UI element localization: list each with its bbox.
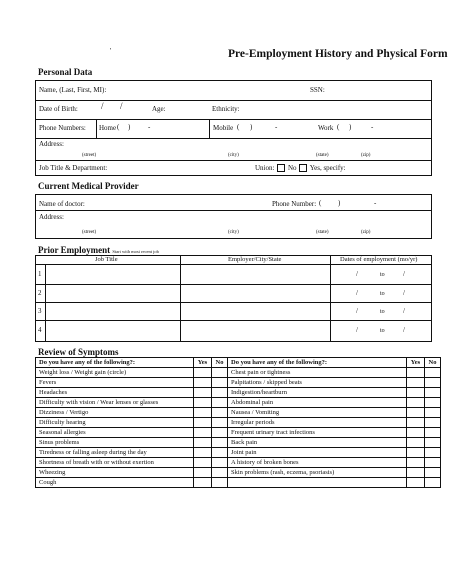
symptom-label: Difficulty with vision / Wear lenses or glasses bbox=[36, 398, 194, 408]
yes-cell[interactable] bbox=[407, 418, 425, 428]
symptom-label: A history of broken bones bbox=[228, 458, 407, 468]
no-cell[interactable] bbox=[425, 368, 441, 378]
yes-cell[interactable] bbox=[407, 438, 425, 448]
table-row bbox=[36, 418, 441, 428]
job-title-header: Job Title bbox=[95, 256, 118, 263]
yes-cell[interactable] bbox=[194, 368, 212, 378]
yes-cell[interactable] bbox=[194, 428, 212, 438]
yes-cell[interactable] bbox=[407, 368, 425, 378]
employer-input[interactable] bbox=[183, 286, 328, 300]
no-cell[interactable] bbox=[212, 388, 228, 398]
address-state-caption: (state) bbox=[316, 153, 329, 158]
union-label bbox=[255, 164, 346, 172]
no-cell[interactable] bbox=[212, 368, 228, 378]
mobile-paren-open: ( bbox=[237, 123, 240, 131]
symptom-label: Nausea / Vomiting bbox=[228, 408, 407, 418]
yes-header: Yes bbox=[194, 358, 212, 368]
home-label: Home bbox=[99, 124, 117, 132]
home-dash: - bbox=[148, 123, 151, 131]
no-cell[interactable] bbox=[212, 478, 228, 488]
doctor-name-field[interactable] bbox=[98, 199, 266, 209]
symptom-label: Indigestion/heartburn bbox=[228, 388, 407, 398]
union-label-text: Union: bbox=[255, 164, 275, 172]
yes-header: Yes bbox=[407, 358, 425, 368]
symptom-label: Palpitations / skipped beats bbox=[228, 378, 407, 388]
symptom-label: Cough bbox=[36, 478, 194, 488]
table-row bbox=[36, 368, 441, 378]
mobile-dash: - bbox=[275, 123, 278, 131]
yes-cell[interactable] bbox=[194, 468, 212, 478]
doctor-name-label: Name of doctor: bbox=[39, 200, 85, 208]
yes-cell[interactable] bbox=[194, 388, 212, 398]
employer-input[interactable] bbox=[183, 322, 328, 340]
address-label: Address: bbox=[39, 140, 64, 148]
yes-cell[interactable] bbox=[194, 458, 212, 468]
employment-row-number: 3 bbox=[38, 307, 42, 315]
table-row bbox=[36, 458, 441, 468]
dates-slash: / bbox=[356, 270, 358, 278]
yes-cell[interactable] bbox=[407, 428, 425, 438]
yes-cell[interactable] bbox=[194, 378, 212, 388]
dates-slash: / bbox=[403, 289, 405, 297]
work-paren-open: ( bbox=[337, 123, 340, 131]
symptom-label: Chest pain or tightness bbox=[228, 368, 407, 378]
dob-label: Date of Birth: bbox=[39, 105, 78, 113]
ssn-field[interactable] bbox=[330, 85, 428, 95]
job-title-input[interactable] bbox=[48, 304, 178, 318]
dates-slash: / bbox=[356, 307, 358, 315]
mobile-paren-close: ) bbox=[250, 123, 253, 131]
table-row bbox=[36, 478, 441, 488]
symptoms-question-header: Do you have any of the following?: bbox=[36, 358, 194, 368]
yes-cell[interactable] bbox=[194, 478, 212, 488]
job-title-input[interactable] bbox=[48, 266, 178, 282]
no-cell[interactable] bbox=[212, 378, 228, 388]
dates-slash: / bbox=[403, 270, 405, 278]
yes-cell[interactable] bbox=[194, 418, 212, 428]
union-yes-label: Yes, specify: bbox=[309, 164, 346, 172]
doctor-state-caption: (state) bbox=[316, 230, 329, 235]
yes-cell[interactable] bbox=[407, 388, 425, 398]
dates-slash: / bbox=[356, 326, 358, 334]
symptom-label: Difficulty hearing bbox=[36, 418, 194, 428]
home-paren-open: ( bbox=[117, 123, 120, 131]
yes-cell[interactable] bbox=[407, 468, 425, 478]
work-paren-close: ) bbox=[349, 123, 352, 131]
ssn-label: SSN: bbox=[310, 86, 325, 94]
name-field[interactable] bbox=[122, 85, 302, 95]
yes-cell[interactable] bbox=[407, 478, 425, 488]
doctor-phone-paren-close: ) bbox=[338, 199, 341, 207]
employment-row-number: 1 bbox=[38, 270, 42, 278]
symptom-label bbox=[228, 478, 407, 488]
symptom-label: Dizziness / Vertigo bbox=[36, 408, 194, 418]
no-cell[interactable] bbox=[425, 418, 441, 428]
symptom-label: Tiredness or falling asleep during the day bbox=[36, 448, 194, 458]
no-cell[interactable] bbox=[425, 468, 441, 478]
yes-cell[interactable] bbox=[194, 448, 212, 458]
yes-cell[interactable] bbox=[194, 438, 212, 448]
doctor-phone-label: Phone Number: bbox=[272, 200, 317, 208]
age-label: Age: bbox=[152, 105, 166, 113]
no-cell[interactable] bbox=[212, 448, 228, 458]
no-cell[interactable] bbox=[212, 468, 228, 478]
no-cell[interactable] bbox=[212, 408, 228, 418]
no-cell[interactable] bbox=[212, 458, 228, 468]
symptom-label: Fevers bbox=[36, 378, 194, 388]
header-mark: ' bbox=[110, 47, 112, 55]
home-paren-close: ) bbox=[128, 123, 131, 131]
dates-slash: / bbox=[356, 289, 358, 297]
table-row bbox=[36, 448, 441, 458]
yes-cell[interactable] bbox=[194, 398, 212, 408]
employment-row-number: 2 bbox=[38, 289, 42, 297]
symptom-label: Frequent urinary tract infections bbox=[228, 428, 407, 438]
ethnicity-label: Ethnicity: bbox=[212, 105, 240, 113]
symptom-label: Headaches bbox=[36, 388, 194, 398]
no-cell[interactable] bbox=[425, 398, 441, 408]
union-yes-checkbox[interactable] bbox=[299, 164, 307, 172]
symptom-label: Abdominal pain bbox=[228, 398, 407, 408]
no-cell[interactable] bbox=[425, 478, 441, 488]
symptoms-heading: Review of Symptoms bbox=[38, 347, 119, 357]
dob-slash-1: / bbox=[101, 101, 104, 111]
doctor-phone-dash: - bbox=[374, 199, 377, 207]
symptom-label: Weight loss / Weight gain (circle) bbox=[36, 368, 194, 378]
no-cell[interactable] bbox=[425, 378, 441, 388]
medical-provider-heading: Current Medical Provider bbox=[38, 181, 139, 191]
table-row bbox=[36, 398, 441, 408]
symptom-label: Seasonal allergies bbox=[36, 428, 194, 438]
dates-to-label: to bbox=[380, 328, 385, 334]
name-label: Name, (Last, First, MI): bbox=[39, 86, 107, 94]
prior-employment-note: Start with most recent job bbox=[112, 249, 159, 254]
symptom-label: Back pain bbox=[228, 438, 407, 448]
phone-numbers-label: Phone Numbers: bbox=[39, 124, 86, 132]
no-cell[interactable] bbox=[212, 428, 228, 438]
doctor-city-caption: (city) bbox=[228, 230, 239, 235]
no-header: No bbox=[212, 358, 228, 368]
symptom-label: Irregular periods bbox=[228, 418, 407, 428]
job-title-input[interactable] bbox=[48, 286, 178, 300]
symptom-label: Sinus problems bbox=[36, 438, 194, 448]
table-row bbox=[36, 428, 441, 438]
doctor-street-caption: (street) bbox=[82, 230, 97, 235]
yes-cell[interactable] bbox=[194, 408, 212, 418]
symptom-label: Wheezing bbox=[36, 468, 194, 478]
personal-data-heading: Personal Data bbox=[38, 67, 93, 77]
no-cell[interactable] bbox=[425, 388, 441, 398]
dates-header: Dates of employment (mo/yr) bbox=[340, 256, 418, 263]
no-header: No bbox=[425, 358, 441, 368]
employer-header: Employer/City/State bbox=[228, 256, 282, 263]
home-phone-field[interactable] bbox=[120, 122, 204, 134]
table-row bbox=[36, 378, 441, 388]
yes-cell[interactable] bbox=[407, 398, 425, 408]
dates-slash: / bbox=[403, 307, 405, 315]
employment-row-number: 4 bbox=[38, 326, 42, 334]
work-label: Work bbox=[318, 124, 334, 132]
symptoms-question-header: Do you have any of the following?: bbox=[228, 358, 407, 368]
no-cell[interactable] bbox=[425, 428, 441, 438]
table-row bbox=[36, 438, 441, 448]
job-title-input[interactable] bbox=[48, 322, 178, 340]
mobile-phone-field[interactable] bbox=[240, 122, 314, 134]
yes-cell[interactable] bbox=[407, 408, 425, 418]
doctor-address-field[interactable] bbox=[72, 212, 428, 222]
address-city-caption: (city) bbox=[228, 153, 239, 158]
doctor-phone-field[interactable] bbox=[322, 198, 428, 208]
ethnicity-field[interactable] bbox=[245, 104, 428, 114]
symptom-label: Skin problems (rash, eczema, psoriasis) bbox=[228, 468, 407, 478]
union-no-label: No bbox=[287, 164, 297, 172]
no-cell[interactable] bbox=[425, 448, 441, 458]
symptoms-table bbox=[35, 357, 441, 488]
employer-input[interactable] bbox=[183, 304, 328, 318]
symptom-label: Shortness of breath with or without exertion bbox=[36, 458, 194, 468]
symptom-label: Joint pain bbox=[228, 448, 407, 458]
mobile-label: Mobile bbox=[213, 124, 234, 132]
dob-slash-2: / bbox=[120, 101, 123, 111]
no-cell[interactable] bbox=[425, 458, 441, 468]
no-cell[interactable] bbox=[425, 438, 441, 448]
dates-to-label: to bbox=[380, 291, 385, 297]
no-cell[interactable] bbox=[212, 438, 228, 448]
no-cell[interactable] bbox=[425, 408, 441, 418]
yes-cell[interactable] bbox=[407, 458, 425, 468]
job-title-label: Job Title & Department: bbox=[39, 164, 108, 172]
yes-cell[interactable] bbox=[407, 448, 425, 458]
yes-cell[interactable] bbox=[407, 378, 425, 388]
work-dash: - bbox=[371, 123, 374, 131]
age-field[interactable] bbox=[168, 104, 208, 114]
job-title-field[interactable] bbox=[118, 163, 250, 173]
work-phone-field[interactable] bbox=[340, 122, 428, 134]
dates-to-label: to bbox=[380, 272, 385, 278]
prior-employment-title: Prior Employment bbox=[38, 245, 111, 255]
no-cell[interactable] bbox=[212, 398, 228, 408]
address-field[interactable] bbox=[72, 140, 428, 150]
dob-field[interactable] bbox=[82, 101, 146, 114]
address-zip-caption: (zip) bbox=[361, 153, 371, 158]
no-cell[interactable] bbox=[212, 418, 228, 428]
table-row bbox=[36, 388, 441, 398]
union-no-checkbox[interactable] bbox=[277, 164, 285, 172]
doctor-zip-caption: (zip) bbox=[361, 230, 371, 235]
dates-to-label: to bbox=[380, 309, 385, 315]
page-title: Pre-Employment History and Physical Form bbox=[228, 48, 448, 60]
address-street-caption: (street) bbox=[82, 153, 97, 158]
doctor-phone-paren-open: ( bbox=[319, 199, 322, 207]
doctor-address-label: Address: bbox=[39, 213, 64, 221]
symptoms-header-row bbox=[36, 358, 441, 368]
union-specify-field[interactable] bbox=[368, 163, 428, 173]
dates-slash: / bbox=[403, 326, 405, 334]
table-row bbox=[36, 408, 441, 418]
employer-input[interactable] bbox=[183, 266, 328, 282]
prior-employment-heading bbox=[38, 245, 159, 255]
table-row bbox=[36, 468, 441, 478]
